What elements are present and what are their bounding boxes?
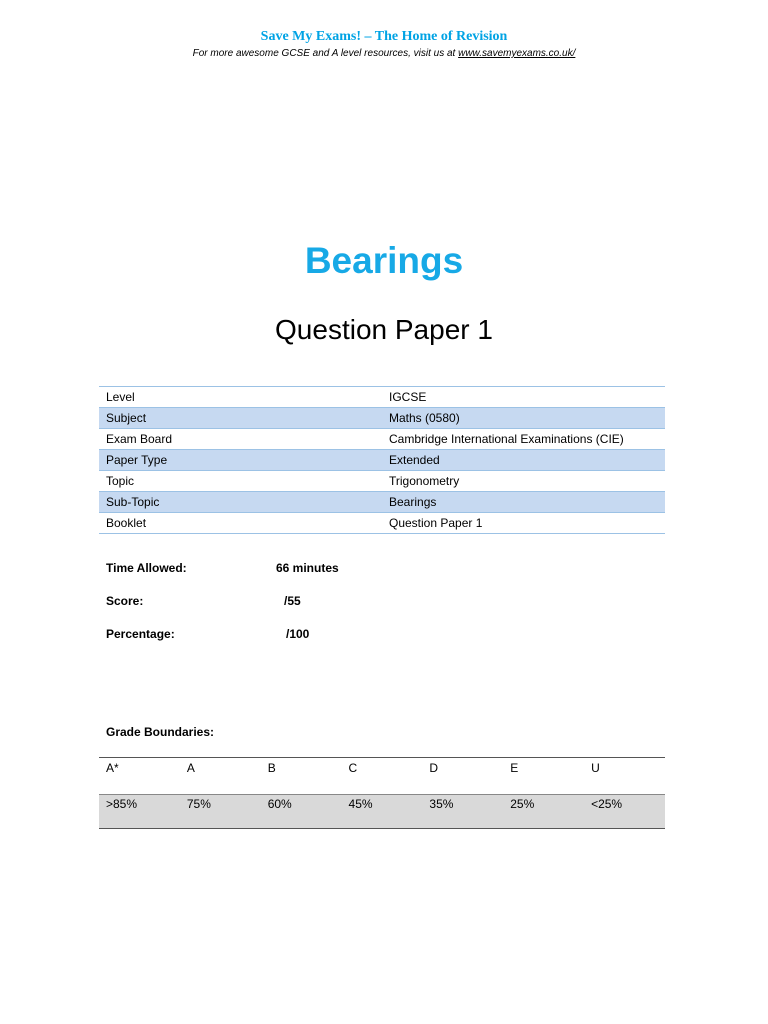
info-row-subject (99, 408, 665, 429)
info-value: Cambridge International Examinations (CIE) (382, 429, 665, 450)
grade-cell: C (342, 758, 423, 795)
info-row-topic (99, 471, 665, 492)
grade-cell: D (422, 758, 503, 795)
info-value: Trigonometry (382, 471, 665, 492)
info-row-sub-topic (99, 492, 665, 513)
info-label: Booklet (99, 513, 382, 534)
info-row-booklet (99, 513, 665, 534)
info-value: Question Paper 1 (382, 513, 665, 534)
info-value: Maths (0580) (382, 408, 665, 429)
info-label: Paper Type (99, 450, 382, 471)
info-value: Extended (382, 450, 665, 471)
percentage-threshold-row (99, 795, 665, 829)
percentage-label: Percentage: (106, 627, 175, 641)
document-subtitle: Question Paper 1 (275, 314, 493, 345)
grade-cell: A* (99, 758, 180, 795)
info-label: Sub-Topic (99, 492, 382, 513)
website-link[interactable]: www.savemyexams.co.uk/ (458, 48, 576, 59)
info-label: Subject (99, 408, 382, 429)
grade-cell: B (261, 758, 342, 795)
header-brand: Save My Exams! – The Home of Revision (260, 29, 508, 44)
info-label: Level (99, 387, 382, 408)
percentage-cell: >85% (99, 795, 180, 829)
info-value: Bearings (382, 492, 665, 513)
header-subtext-label: For more awesome GCSE and A level resources, visit us at (192, 48, 456, 59)
score-label: Score: (106, 594, 144, 608)
percentage-value: /100 (286, 627, 310, 641)
time-allowed-label: Time Allowed: (106, 561, 187, 575)
percentage-cell: 75% (180, 795, 261, 829)
score-row (106, 594, 301, 608)
grade-cell: A (180, 758, 261, 795)
time-allowed-value: 66 minutes (276, 561, 339, 575)
grade-cell: U (584, 758, 665, 795)
grade-boundaries-title: Grade Boundaries: (106, 725, 215, 739)
percentage-row (106, 627, 309, 641)
grade-boundaries-table (99, 757, 665, 829)
paper-info-table (99, 386, 665, 534)
grade-cell: E (503, 758, 584, 795)
info-value: IGCSE (382, 387, 665, 408)
document-title: Bearings (304, 240, 464, 281)
percentage-cell: 60% (261, 795, 342, 829)
info-label: Exam Board (99, 429, 382, 450)
percentage-cell: 25% (503, 795, 584, 829)
info-row-paper-type (99, 450, 665, 471)
percentage-cell: 35% (422, 795, 503, 829)
score-value: /55 (284, 594, 301, 608)
info-row-exam-board (99, 429, 665, 450)
percentage-cell: 45% (342, 795, 423, 829)
info-row-level (99, 387, 665, 408)
time-allowed-row (106, 561, 339, 575)
grade-row (99, 758, 665, 795)
percentage-cell: <25% (584, 795, 665, 829)
header-subtext (0, 48, 768, 59)
info-label: Topic (99, 471, 382, 492)
